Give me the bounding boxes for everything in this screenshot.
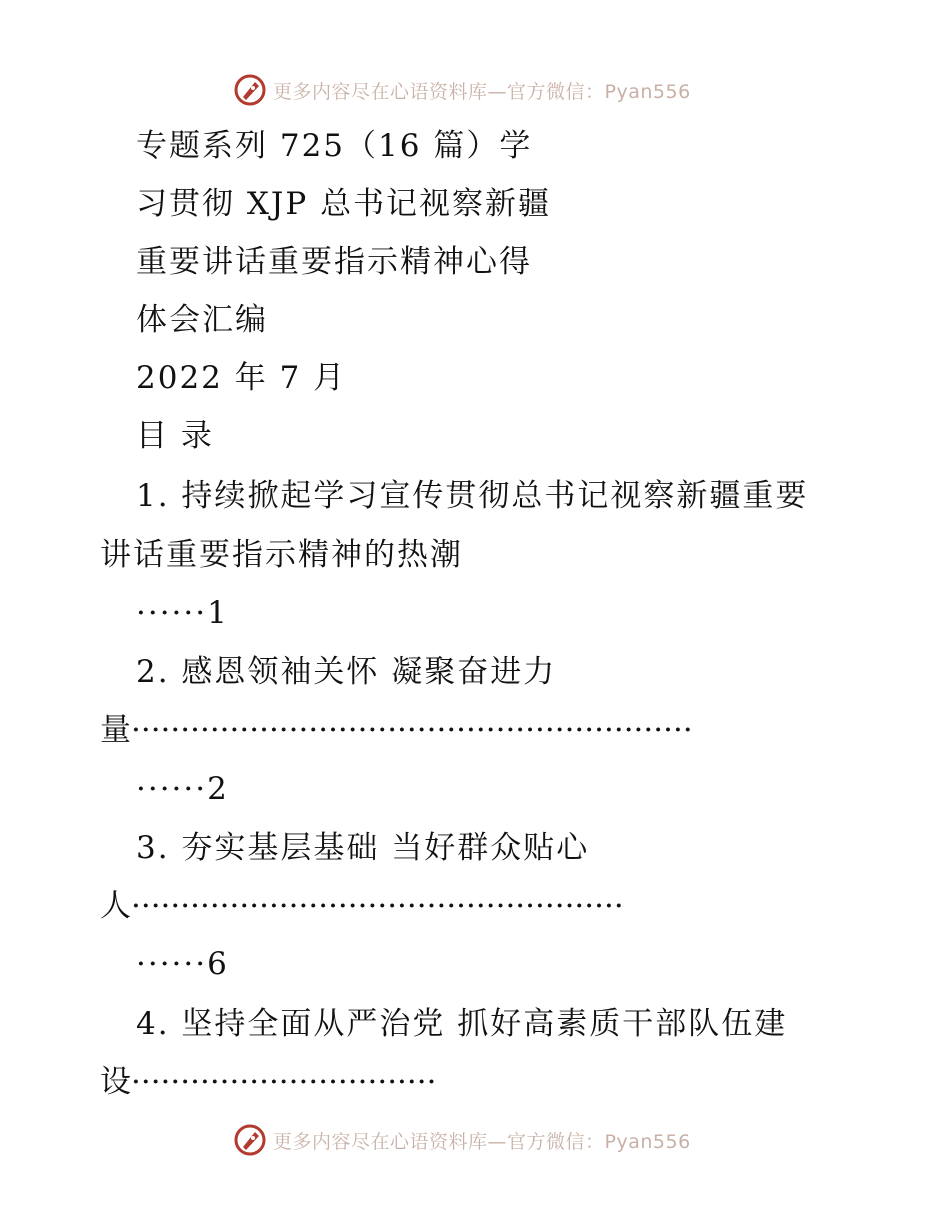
toc-item-1-title-cont: 讲话重要指示精神的热潮 (100, 537, 463, 573)
toc-heading: 目 录 (136, 418, 214, 454)
toc-item-4-title: 4. 坚持全面从严治党 抓好高素质干部队伍建 (136, 1006, 788, 1042)
toc-item-1-title: 1. 持续掀起学习宣传贯彻总书记视察新疆重要 (136, 478, 809, 514)
pen-nib-icon (233, 1123, 267, 1157)
toc-item-3-title: 3. 夯实基层基础 当好群众贴心 (136, 830, 590, 866)
toc-item-1-page: ······1 (136, 595, 229, 631)
document-date: 2022 年 7 月 (136, 360, 347, 396)
watermark-header (233, 72, 691, 108)
toc-item-4-title-cont: 设······························· (100, 1064, 437, 1100)
toc-item-2-page: ······2 (136, 771, 229, 807)
title-line-2: 习贯彻 XJP 总书记视察新疆 (136, 186, 552, 222)
toc-item-3-title-cont: 人·················································· (100, 888, 624, 924)
pen-nib-icon (233, 73, 267, 107)
title-line-1: 专题系列 725（16 篇）学 (136, 128, 533, 164)
title-line-3: 重要讲话重要指示精神心得 (136, 244, 532, 280)
toc-item-2-title: 2. 感恩领袖关怀 凝聚奋进力 (136, 654, 557, 690)
toc-item-3-page: ······6 (136, 946, 229, 982)
watermark-footer (233, 1122, 691, 1158)
title-line-4: 体会汇编 (136, 302, 268, 338)
watermark-text: 更多内容尽在心语资料库—官方微信：Pyan556 (273, 1130, 691, 1153)
watermark-text: 更多内容尽在心语资料库—官方微信：Pyan556 (273, 80, 691, 103)
toc-item-2-title-cont: 量························································· (100, 712, 693, 748)
